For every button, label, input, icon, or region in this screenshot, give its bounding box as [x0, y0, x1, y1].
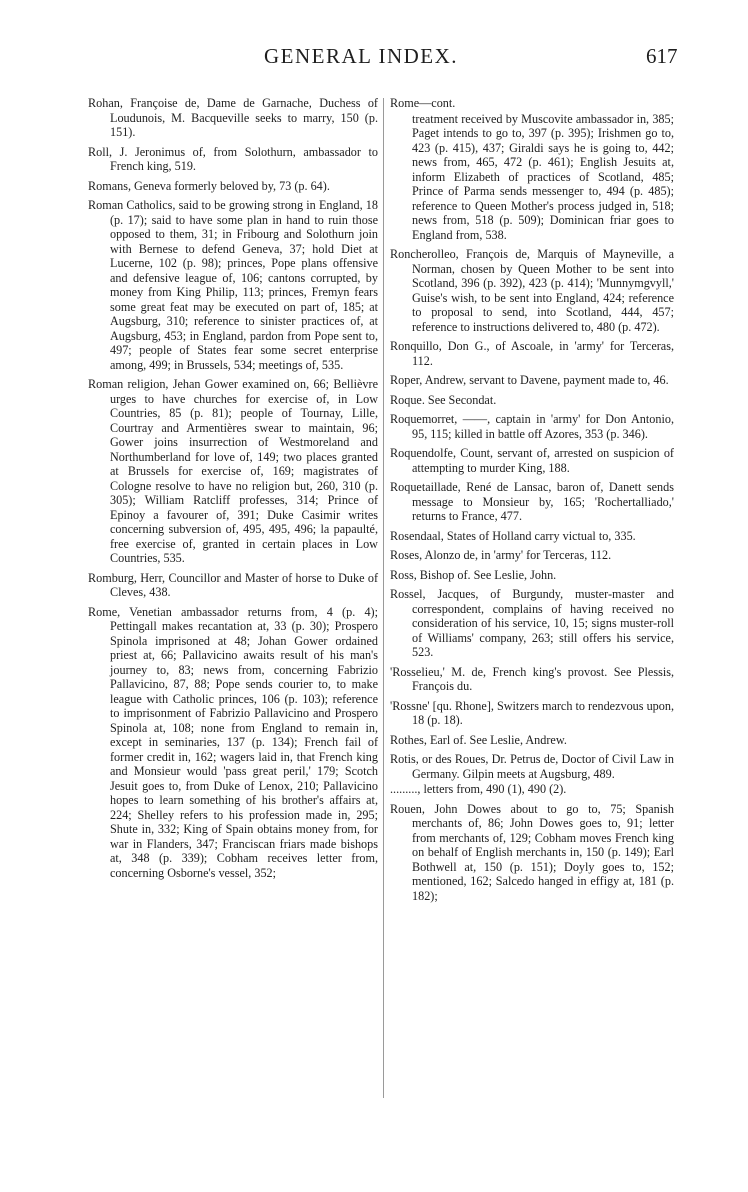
running-title: GENERAL INDEX.	[264, 44, 459, 68]
index-entry-rouen: Rouen, John Dowes about to go to, 75; Spanish merchants of, 86; John Dowes goes to, 91; letter from merchants of, 129; Cobham moves French king on behalf of English merchants in, 150 (p. 149); Earl Bothwell at, 150 (p. 151); Doyly goes to, 152; mentioned, 162; Salcedo hanged in effigy at, 181 (p. 182);	[390, 801, 674, 903]
index-entry-roper: Roper, Andrew, servant to Davene, payment made to, 46.	[390, 373, 669, 387]
index-entry-ronquillo: Ronquillo, Don G., of Ascoale, in 'army' for Terceras, 112.	[390, 339, 674, 368]
index-entry-rothes: Rothes, Earl of. See Leslie, Andrew.	[390, 732, 567, 747]
index-entry-rome-cont: treatment received by Muscovite ambassador in, 385; Paget intends to go to, 397 (p. 395); Irishmen go to, 423 (p. 415), 437; Giraldi says he is going to, 442; news from, 465, 472 (p. 461); English Jesuits at, inform Elizabeth of practices of Scotland, 485; Prince of Parma sends messenger to, 494 (p. 485); reference to Queen Mother's process judged in, 518; news from, 518 (p. 509); Dominican friar goes to England from, 538.	[412, 111, 674, 242]
index-entry-roll: Roll, J. Jeronimus of, from Solothurn, ambassador to French king, 519.	[88, 144, 378, 173]
index-entry-roman-religion: Roman religion, Jehan Gower examined on, 66; Bellièvre urges to have churches for exercise of, in Low Countries, 85 (p. 81); people of Tournay, Lille, Courtray and Armentières swear to maintain, 96; Gower joins insurrection of Westmoreland and Northumberland for love of, 149; two places granted at Brussels for exercise of, 169; magistrates of Cologne resolve to have no religion but, 260, 310 (p. 305); William Ratcliff professes, 314; Prince of Epinoy a favourer of, 391; Duke Casimir writes concerning subversion of, 495, 495, 496; la papaulté, free exercise of, granted in certain places in Low Countries, 535.	[88, 377, 378, 565]
left-column	[88, 96, 378, 885]
index-entry-rome-cont-heading: Rome—cont.	[390, 96, 456, 110]
index-entry-roncherolleo: Roncherolleo, François de, Marquis of Mayneville, a Norman, chosen by Queen Mother to be sent into Scotland, 396 (p. 392), 423 (p. 414); 'Munnymgvyll,' Guise's wish, to be sent into England, 424; reference to proposal to send, into Scotland, 444, 457; reference to instructions delivered to, 480 (p. 472).	[390, 247, 674, 334]
index-entry-rosendaal: Rosendaal, States of Holland carry victual to, 335.	[390, 528, 636, 543]
page-header	[0, 44, 748, 74]
index-entry-roquetaillade: Roquetaillade, René de Lansac, baron of, Danett sends message to Monsieur by, 165; 'Rochertalliado,' returns to France, 477.	[390, 480, 674, 523]
index-entry-rome: Rome, Venetian ambassador returns from, 4 (p. 4); Pettingall makes recantation at, 33 (p. 30); Prospero Spinola imprisoned at 48; Johan Gower ordained priest at, 66; Pallavicino awaits result of his man's journey to, 83; news from, concerning Fabrizio Pallavicino, 87, 88; Pope sends courier to, to make league with Catholic princes, 106 (p. 103); reference to imprisonment of Fabrizio Pallavicino and Prospero Spinola at, 108; none from England to remain in, except in seminaries, 137 (p. 134); French fail of former credit in, 162; wagers laid in, that French king and Monsieur would 'pass great peril,' 179; Scotch Jesuit goes to, from Duke of Lenox, 210; Pallavicino hopes to learn something of his brother's affairs at, 224; Shelley refers to his profession made in, 295; Shute in, 332; King of Spain obtains money from, for war in Flanders, 347; Franciscan friars made bishops at, 348 (p. 339); Cobham receives letter from, concerning Osborne's vessel, 352;	[88, 604, 378, 880]
page-number: 617	[646, 44, 678, 68]
index-entry-romans: Romans, Geneva formerly beloved by, 73 (p. 64).	[88, 178, 330, 193]
index-entry-roque: Roque. See Secondat.	[390, 392, 497, 407]
index-entry-roman-catholics: Roman Catholics, said to be growing strong in England, 18 (p. 17); said to have some plan in hand to ruin those opposed to them, 31; in Fribourg and Solothurn join with Bernese to defend Geneva, 37; hold Diet at Lucerne, 102 (p. 98); princes, Pope plans offensive and defensive league of, 106; cantons corrupted, by money from King Philip, 113; princes, Fremyn fears some great feat may be executed on part of, 185; at Augsburg, 310; reference to sinister practices of, at Augsburg, 453; in England, pardon from Pope sent to, 497; people of States fear some secret enterprise among, 499; in Brussels, 534; meetings of, 535.	[88, 198, 378, 372]
index-entry-rotis-letters: ........., letters from, 490 (1), 490 (2).	[390, 782, 567, 796]
index-entry-roquemorret: Roquemorret, ——, captain in 'army' for Don Antonio, 95, 115; killed in battle off Azores, 353 (p. 346).	[390, 412, 674, 441]
right-column	[390, 96, 674, 908]
index-entry-roses: Roses, Alonzo de, in 'army' for Terceras, 112.	[390, 548, 612, 562]
index-entry-roquendolfe: Roquendolfe, Count, servant of, arrested on suspicion of attempting to murder King, 188.	[390, 446, 674, 475]
column-divider	[383, 98, 384, 1098]
index-entry-rohan: Rohan, Françoise de, Dame de Garnache, Duchess of Loudunois, M. Bacqueville seeks to marry, 150 (p. 151).	[88, 96, 378, 139]
index-entry-rosselieu: 'Rosselieu,' M. de, French king's provost. See Plessis, François du.	[390, 664, 674, 693]
index-entry-rotis: Rotis, or des Roues, Dr. Petrus de, Doctor of Civil Law in Germany. Gilpin meets at Augsburg, 489.	[390, 752, 674, 781]
index-entry-ross: Ross, Bishop of. See Leslie, John.	[390, 567, 557, 582]
index-entry-rossne: 'Rossne' [qu. Rhone], Switzers march to rendezvous upon, 18 (p. 18).	[390, 698, 674, 727]
index-entry-romburg: Romburg, Herr, Councillor and Master of horse to Duke of Cleves, 438.	[88, 570, 378, 599]
index-entry-rossel: Rossel, Jacques, of Burgundy, muster-master and correspondent, complains of having received no consideration of his service, 10, 15; signs muster-roll of Williams' company, 263; still offers his service, 523.	[390, 587, 674, 659]
